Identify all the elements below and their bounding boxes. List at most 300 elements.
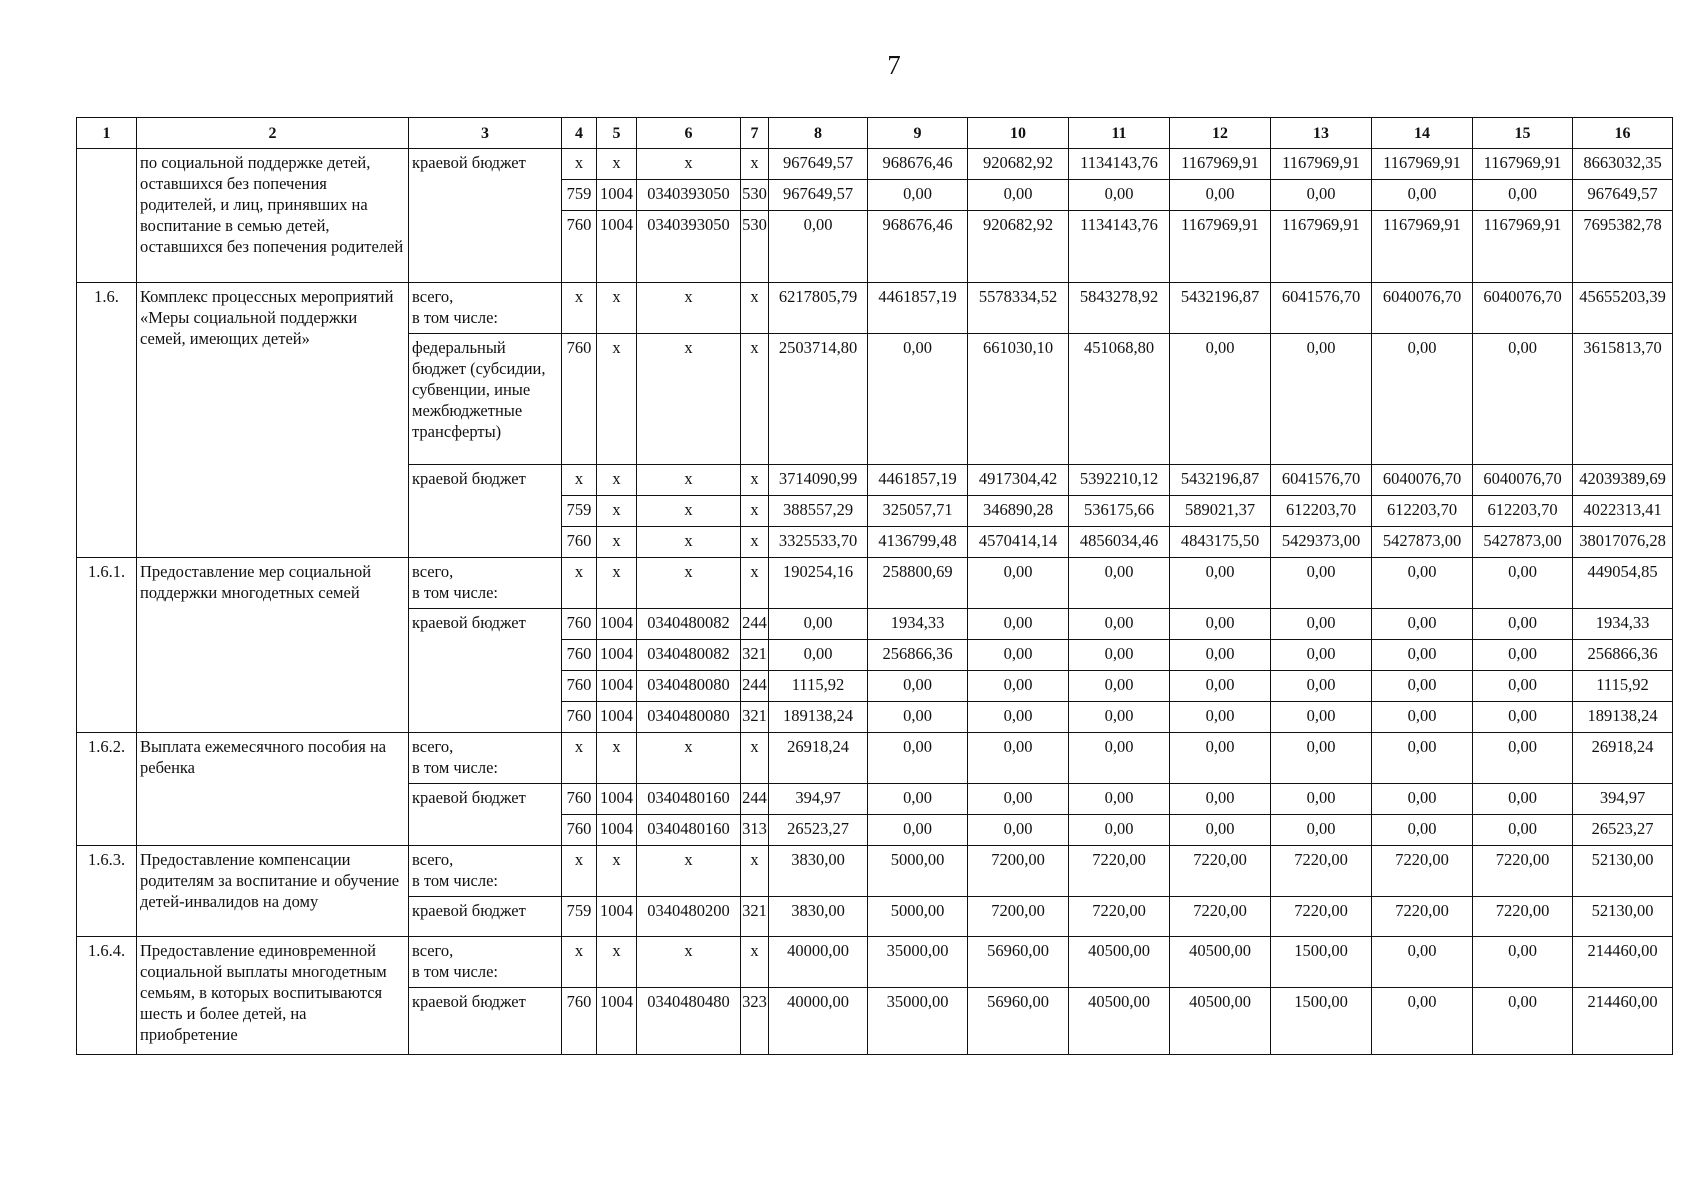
table-cell: 1115,92: [1573, 671, 1673, 702]
column-header: 9: [868, 118, 968, 149]
table-cell: 0,00: [868, 702, 968, 733]
table-cell: 1167969,91: [1271, 149, 1372, 180]
table-cell: 0,00: [1069, 702, 1170, 733]
table-cell: 0,00: [1473, 558, 1573, 609]
table-cell: 0,00: [1069, 609, 1170, 640]
table-cell: 0,00: [968, 609, 1069, 640]
table-cell: 0,00: [1271, 671, 1372, 702]
table-cell: 0340393050: [637, 211, 741, 283]
table-cell: 0,00: [1069, 558, 1170, 609]
table-cell: 40500,00: [1170, 937, 1271, 988]
table-cell: 5427873,00: [1473, 527, 1573, 558]
table-cell: 0,00: [868, 334, 968, 465]
table-cell: 0,00: [1069, 784, 1170, 815]
table-cell: 1004: [597, 702, 637, 733]
table-cell: 0,00: [1473, 937, 1573, 988]
table-cell: 760: [562, 988, 597, 1055]
table-cell: 1500,00: [1271, 937, 1372, 988]
table-cell: краевой бюджет: [409, 609, 562, 733]
table-cell: 321: [741, 702, 769, 733]
table-cell: федеральный бюджет (субсидии, субвенции, иные межбюджетные трансферты): [409, 334, 562, 465]
table-cell: 40500,00: [1069, 988, 1170, 1055]
table-cell: x: [562, 465, 597, 496]
table-cell: x: [741, 283, 769, 334]
table-cell: 0,00: [1473, 180, 1573, 211]
column-header: 4: [562, 118, 597, 149]
table-cell: 1167969,91: [1372, 149, 1473, 180]
table-cell: 0,00: [1372, 733, 1473, 784]
table-cell: 589021,37: [1170, 496, 1271, 527]
table-cell: 0340480082: [637, 640, 741, 671]
column-header: 10: [968, 118, 1069, 149]
table-cell: 394,97: [1573, 784, 1673, 815]
table-cell: 0,00: [1372, 180, 1473, 211]
table-cell: 1.6.3.: [77, 846, 137, 937]
table-cell: 0,00: [1372, 334, 1473, 465]
column-header: 2: [137, 118, 409, 149]
table-cell: 313: [741, 815, 769, 846]
table-cell: 1004: [597, 988, 637, 1055]
table-cell: краевой бюджет: [409, 784, 562, 846]
table-cell: 3830,00: [769, 897, 868, 937]
table-cell: 35000,00: [868, 988, 968, 1055]
table-cell: 40000,00: [769, 988, 868, 1055]
table-cell: 0,00: [1372, 609, 1473, 640]
table-cell: 967649,57: [1573, 180, 1673, 211]
table-cell: 1.6.1.: [77, 558, 137, 733]
table-cell: 1167969,91: [1473, 211, 1573, 283]
table-body: [77, 149, 1673, 1055]
table-cell: 7220,00: [1372, 846, 1473, 897]
table-cell: 0,00: [1170, 815, 1271, 846]
table-row: [77, 283, 1673, 334]
table-cell: 1134143,76: [1069, 211, 1170, 283]
table-cell: x: [741, 733, 769, 784]
budget-table: [76, 117, 1673, 1055]
table-cell: 7220,00: [1473, 897, 1573, 937]
table-cell: 0,00: [1170, 702, 1271, 733]
table-cell: 3325533,70: [769, 527, 868, 558]
table-cell: 0,00: [1372, 558, 1473, 609]
table-cell: 612203,70: [1473, 496, 1573, 527]
table-cell: 4570414,14: [968, 527, 1069, 558]
table-cell: 4856034,46: [1069, 527, 1170, 558]
table-cell: всего, в том числе:: [409, 846, 562, 897]
table-cell: 7220,00: [1170, 897, 1271, 937]
column-header: 13: [1271, 118, 1372, 149]
table-cell: 0,00: [1271, 702, 1372, 733]
table-cell: x: [597, 558, 637, 609]
table-cell: x: [637, 846, 741, 897]
table-cell: 0340480160: [637, 784, 741, 815]
table-cell: 7200,00: [968, 897, 1069, 937]
table-cell: 760: [562, 609, 597, 640]
table-cell: 612203,70: [1372, 496, 1473, 527]
column-header: 5: [597, 118, 637, 149]
table-cell: 1134143,76: [1069, 149, 1170, 180]
table-cell: 189138,24: [769, 702, 868, 733]
table-cell: 0,00: [968, 702, 1069, 733]
column-header: 1: [77, 118, 137, 149]
column-header: 14: [1372, 118, 1473, 149]
table-cell: 7220,00: [1069, 897, 1170, 937]
table-cell: 244: [741, 609, 769, 640]
table-cell: 2503714,80: [769, 334, 868, 465]
table-cell: всего, в том числе:: [409, 937, 562, 988]
table-cell: 536175,66: [1069, 496, 1170, 527]
table-cell: 56960,00: [968, 937, 1069, 988]
table-cell: x: [637, 558, 741, 609]
table-cell: 0,00: [1372, 988, 1473, 1055]
table-cell: x: [637, 937, 741, 988]
table-cell: x: [597, 527, 637, 558]
table-cell: 0,00: [1170, 733, 1271, 784]
table-cell: краевой бюджет: [409, 988, 562, 1055]
table-cell: 1004: [597, 784, 637, 815]
table-cell: 0,00: [1372, 784, 1473, 815]
table-cell: 35000,00: [868, 937, 968, 988]
table-cell: 0340480480: [637, 988, 741, 1055]
table-cell: 7220,00: [1069, 846, 1170, 897]
table-cell: 0,00: [868, 784, 968, 815]
table-cell: 0,00: [1372, 640, 1473, 671]
table-cell: 0340480080: [637, 671, 741, 702]
table-cell: 1004: [597, 609, 637, 640]
table-cell: 0,00: [868, 671, 968, 702]
table-cell: 26523,27: [769, 815, 868, 846]
table-cell: 26918,24: [769, 733, 868, 784]
table-cell: 6041576,70: [1271, 283, 1372, 334]
table-cell: 0,00: [1271, 558, 1372, 609]
table-cell: 42039389,69: [1573, 465, 1673, 496]
table-cell: 0,00: [968, 671, 1069, 702]
table-cell: 4022313,41: [1573, 496, 1673, 527]
table-cell: 760: [562, 702, 597, 733]
table-cell: краевой бюджет: [409, 149, 562, 283]
table-cell: x: [597, 283, 637, 334]
table-cell: 760: [562, 211, 597, 283]
table-cell: 760: [562, 334, 597, 465]
table-cell: [77, 149, 137, 283]
table-row: [77, 149, 1673, 180]
table-cell: 5000,00: [868, 846, 968, 897]
table-cell: 6041576,70: [1271, 465, 1372, 496]
table-cell: 759: [562, 180, 597, 211]
table-cell: 0,00: [1271, 640, 1372, 671]
table-cell: 189138,24: [1573, 702, 1673, 733]
table-cell: x: [741, 334, 769, 465]
column-header: 11: [1069, 118, 1170, 149]
table-cell: 3830,00: [769, 846, 868, 897]
column-header: 15: [1473, 118, 1573, 149]
table-cell: 5392210,12: [1069, 465, 1170, 496]
table-cell: 0,00: [968, 815, 1069, 846]
table-cell: 0,00: [769, 640, 868, 671]
table-cell: Предоставление компенсации родителям за воспитание и обучение детей-инвалидов на дому: [137, 846, 409, 937]
table-cell: 6040076,70: [1372, 465, 1473, 496]
table-cell: 760: [562, 784, 597, 815]
table-cell: 1004: [597, 640, 637, 671]
table-cell: 214460,00: [1573, 937, 1673, 988]
table-cell: 0,00: [1372, 815, 1473, 846]
table-cell: 1.6.4.: [77, 937, 137, 1055]
table-cell: x: [597, 733, 637, 784]
table-cell: 920682,92: [968, 211, 1069, 283]
table-cell: 0,00: [868, 815, 968, 846]
table-cell: всего, в том числе:: [409, 558, 562, 609]
table-cell: 0,00: [1271, 784, 1372, 815]
table-cell: 1004: [597, 180, 637, 211]
table-cell: 0,00: [968, 784, 1069, 815]
table-cell: 0,00: [1170, 180, 1271, 211]
table-cell: 760: [562, 527, 597, 558]
table-cell: x: [562, 558, 597, 609]
table-cell: 760: [562, 671, 597, 702]
table-cell: x: [562, 937, 597, 988]
table-cell: 38017076,28: [1573, 527, 1673, 558]
table-cell: 0340480082: [637, 609, 741, 640]
table-cell: 0,00: [968, 558, 1069, 609]
table-cell: 612203,70: [1271, 496, 1372, 527]
column-header: 3: [409, 118, 562, 149]
table-cell: 967649,57: [769, 180, 868, 211]
table-cell: 6040076,70: [1473, 465, 1573, 496]
table-cell: краевой бюджет: [409, 897, 562, 937]
table-cell: 0,00: [1069, 815, 1170, 846]
table-cell: 6040076,70: [1372, 283, 1473, 334]
table-cell: 0,00: [1473, 334, 1573, 465]
table-cell: 759: [562, 496, 597, 527]
table-cell: x: [741, 558, 769, 609]
table-cell: 0,00: [1473, 640, 1573, 671]
table-cell: 325057,71: [868, 496, 968, 527]
table-cell: 1.6.: [77, 283, 137, 558]
table-cell: x: [597, 846, 637, 897]
table-cell: x: [637, 733, 741, 784]
table-cell: 26523,27: [1573, 815, 1673, 846]
table-cell: 0,00: [1170, 558, 1271, 609]
page-number: 7: [887, 50, 901, 80]
table-cell: 56960,00: [968, 988, 1069, 1055]
table-row: [77, 937, 1673, 988]
table-cell: 0,00: [1372, 937, 1473, 988]
table-cell: 0,00: [1473, 671, 1573, 702]
table-cell: 759: [562, 897, 597, 937]
table-cell: x: [637, 527, 741, 558]
table-cell: Выплата ежемесячного пособия на ребенка: [137, 733, 409, 846]
table-cell: 4461857,19: [868, 465, 968, 496]
table-cell: 40500,00: [1170, 988, 1271, 1055]
table-cell: x: [562, 846, 597, 897]
header-row: [77, 118, 1673, 149]
table-cell: 0,00: [1473, 702, 1573, 733]
table-cell: 1.6.2.: [77, 733, 137, 846]
table-cell: 7220,00: [1170, 846, 1271, 897]
table-cell: x: [562, 283, 597, 334]
table-cell: 0,00: [1271, 180, 1372, 211]
table-cell: x: [741, 465, 769, 496]
table-cell: 7220,00: [1271, 846, 1372, 897]
table-cell: 0340480160: [637, 815, 741, 846]
table-cell: 323: [741, 988, 769, 1055]
table-cell: x: [637, 283, 741, 334]
table-cell: 0340393050: [637, 180, 741, 211]
table-cell: 0,00: [868, 180, 968, 211]
table-cell: 1115,92: [769, 671, 868, 702]
table-cell: 26918,24: [1573, 733, 1673, 784]
table-cell: x: [637, 465, 741, 496]
table-cell: 6040076,70: [1473, 283, 1573, 334]
table-cell: x: [597, 334, 637, 465]
table-cell: 321: [741, 897, 769, 937]
table-cell: x: [597, 937, 637, 988]
table-cell: 967649,57: [769, 149, 868, 180]
table-cell: 0340480080: [637, 702, 741, 733]
table-cell: 1004: [597, 211, 637, 283]
table-cell: x: [637, 149, 741, 180]
table-cell: 4843175,50: [1170, 527, 1271, 558]
table-cell: 244: [741, 784, 769, 815]
table-cell: 4461857,19: [868, 283, 968, 334]
table-cell: 5427873,00: [1372, 527, 1473, 558]
table-cell: 394,97: [769, 784, 868, 815]
table-cell: 1004: [597, 671, 637, 702]
table-cell: 1167969,91: [1170, 149, 1271, 180]
table-cell: 7695382,78: [1573, 211, 1673, 283]
table-cell: 760: [562, 640, 597, 671]
table-cell: 5432196,87: [1170, 283, 1271, 334]
table-cell: 1934,33: [1573, 609, 1673, 640]
table-cell: 0,00: [1473, 609, 1573, 640]
table-row: [77, 846, 1673, 897]
table-cell: x: [562, 733, 597, 784]
table-cell: 1167969,91: [1170, 211, 1271, 283]
table-row: [77, 558, 1673, 609]
table-cell: 0,00: [1372, 671, 1473, 702]
column-header: 8: [769, 118, 868, 149]
table-cell: 0,00: [1069, 733, 1170, 784]
table-cell: 5000,00: [868, 897, 968, 937]
table-cell: 5578334,52: [968, 283, 1069, 334]
table-cell: x: [597, 149, 637, 180]
table-cell: 258800,69: [868, 558, 968, 609]
table-cell: 0,00: [968, 640, 1069, 671]
table-cell: 0,00: [968, 733, 1069, 784]
table-cell: 4917304,42: [968, 465, 1069, 496]
table-cell: 3615813,70: [1573, 334, 1673, 465]
table-cell: 7220,00: [1271, 897, 1372, 937]
table-cell: Предоставление мер социальной поддержки многодетных семей: [137, 558, 409, 733]
table-cell: 760: [562, 815, 597, 846]
table-cell: краевой бюджет: [409, 465, 562, 558]
table-cell: 0,00: [1271, 815, 1372, 846]
table-cell: 52130,00: [1573, 846, 1673, 897]
table-cell: 0,00: [1170, 671, 1271, 702]
table-cell: Комплекс процессных мероприятий «Меры социальной поддержки семей, имеющих детей»: [137, 283, 409, 558]
table-cell: 256866,36: [868, 640, 968, 671]
table-cell: 1004: [597, 815, 637, 846]
table-cell: 920682,92: [968, 149, 1069, 180]
table-cell: 0,00: [1170, 334, 1271, 465]
table-cell: Предоставление единовременной социальной выплаты многодетным семьям, в которых воспитываются шесть и более детей, на приобретение: [137, 937, 409, 1055]
table-cell: 0,00: [1473, 988, 1573, 1055]
table-cell: 321: [741, 640, 769, 671]
table-cell: 0,00: [1473, 815, 1573, 846]
table-cell: 0,00: [1372, 702, 1473, 733]
table-cell: x: [741, 527, 769, 558]
table-cell: 0,00: [1069, 671, 1170, 702]
table-cell: 214460,00: [1573, 988, 1673, 1055]
table-cell: 40000,00: [769, 937, 868, 988]
table-cell: 661030,10: [968, 334, 1069, 465]
table-cell: 1167969,91: [1372, 211, 1473, 283]
table-cell: 256866,36: [1573, 640, 1673, 671]
table-cell: 0,00: [769, 211, 868, 283]
table-cell: 244: [741, 671, 769, 702]
table-cell: 1167969,91: [1473, 149, 1573, 180]
table-row: [77, 733, 1673, 784]
table-cell: 0,00: [1271, 609, 1372, 640]
table-cell: 346890,28: [968, 496, 1069, 527]
table-cell: 0,00: [1473, 784, 1573, 815]
table-cell: 1004: [597, 897, 637, 937]
table-cell: x: [741, 496, 769, 527]
table-cell: 190254,16: [769, 558, 868, 609]
table-cell: 530: [741, 180, 769, 211]
table-cell: 0,00: [1271, 733, 1372, 784]
table-cell: 388557,29: [769, 496, 868, 527]
table-cell: x: [741, 937, 769, 988]
table-cell: 1167969,91: [1271, 211, 1372, 283]
table-cell: x: [597, 465, 637, 496]
table-cell: 4136799,48: [868, 527, 968, 558]
table-cell: x: [741, 846, 769, 897]
table-cell: 968676,46: [868, 149, 968, 180]
table-cell: всего, в том числе:: [409, 733, 562, 784]
table-cell: 7220,00: [1473, 846, 1573, 897]
table-cell: 1934,33: [868, 609, 968, 640]
column-header: 6: [637, 118, 741, 149]
table-cell: 5843278,92: [1069, 283, 1170, 334]
column-header: 7: [741, 118, 769, 149]
table-cell: 451068,80: [1069, 334, 1170, 465]
table-cell: 0,00: [769, 609, 868, 640]
table-cell: 0,00: [1069, 180, 1170, 211]
table-cell: 0,00: [1473, 733, 1573, 784]
table-cell: x: [637, 334, 741, 465]
table-cell: по социальной поддержке детей, оставшихся без попечения родителей, и лиц, принявших на воспитание в семью детей, оставшихся без попечения родителей: [137, 149, 409, 283]
column-header: 16: [1573, 118, 1673, 149]
table-cell: x: [637, 496, 741, 527]
table-cell: 0,00: [968, 180, 1069, 211]
table-cell: 5432196,87: [1170, 465, 1271, 496]
table-cell: 968676,46: [868, 211, 968, 283]
table-cell: x: [741, 149, 769, 180]
table-cell: 7200,00: [968, 846, 1069, 897]
table-cell: 1500,00: [1271, 988, 1372, 1055]
table-cell: 5429373,00: [1271, 527, 1372, 558]
table-cell: 52130,00: [1573, 897, 1673, 937]
table-cell: 0,00: [868, 733, 968, 784]
table-cell: x: [562, 149, 597, 180]
table-cell: всего, в том числе:: [409, 283, 562, 334]
table-cell: 8663032,35: [1573, 149, 1673, 180]
table-cell: 3714090,99: [769, 465, 868, 496]
table-cell: 0,00: [1170, 784, 1271, 815]
table-cell: 0,00: [1069, 640, 1170, 671]
table-cell: 45655203,39: [1573, 283, 1673, 334]
table-cell: 0,00: [1170, 640, 1271, 671]
